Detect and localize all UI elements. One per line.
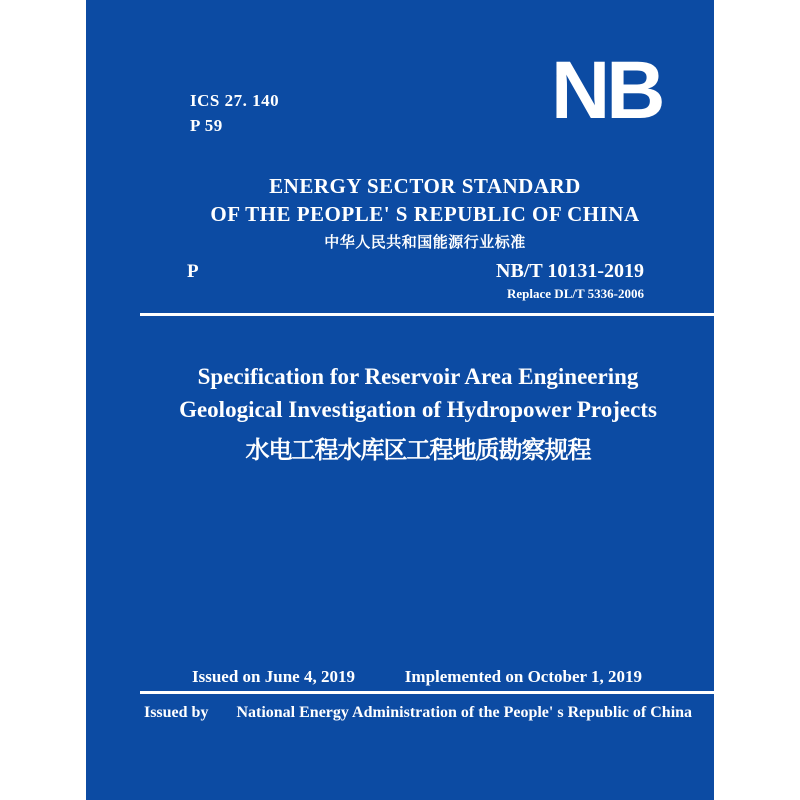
standard-number-block	[496, 259, 644, 303]
standard-organization-block	[111, 172, 739, 254]
issued-by-label: Issued by	[143, 704, 209, 721]
standard-cover	[86, 0, 714, 800]
issued-date: Issued on June 4, 2019	[192, 667, 355, 686]
standard-number: NB/T 10131-2019	[496, 260, 644, 282]
issued-by-row	[104, 702, 732, 724]
title-en-line1: Specification for Reservoir Area Engineering	[197, 364, 639, 389]
implemented-date: Implemented on October 1, 2019	[404, 667, 642, 686]
issued-by-organization: National Energy Administration of the People' s Republic of China	[236, 704, 693, 721]
standard-title-block	[104, 360, 732, 465]
nb-logo: NB	[551, 45, 662, 136]
ics-classification-block	[190, 88, 279, 138]
bottom-divider-rule	[140, 691, 714, 694]
org-name-en-line2: OF THE PEOPLE' S REPUBLIC OF CHINA	[210, 202, 640, 226]
ics-code: ICS 27. 140	[190, 91, 280, 110]
title-en-line2: Geological Investigation of Hydropower Projects	[179, 397, 657, 422]
p-code: P 59	[190, 116, 223, 135]
org-name-en-line1: ENERGY SECTOR STANDARD	[269, 174, 581, 198]
title-zh: 水电工程水库区工程地质勘察规程	[245, 436, 591, 464]
org-name-zh: 中华人民共和国能源行业标准	[324, 233, 526, 251]
classification-letter: P	[187, 261, 199, 282]
top-divider-rule	[140, 313, 714, 316]
replaces-note: Replace DL/T 5336-2006	[507, 286, 644, 301]
